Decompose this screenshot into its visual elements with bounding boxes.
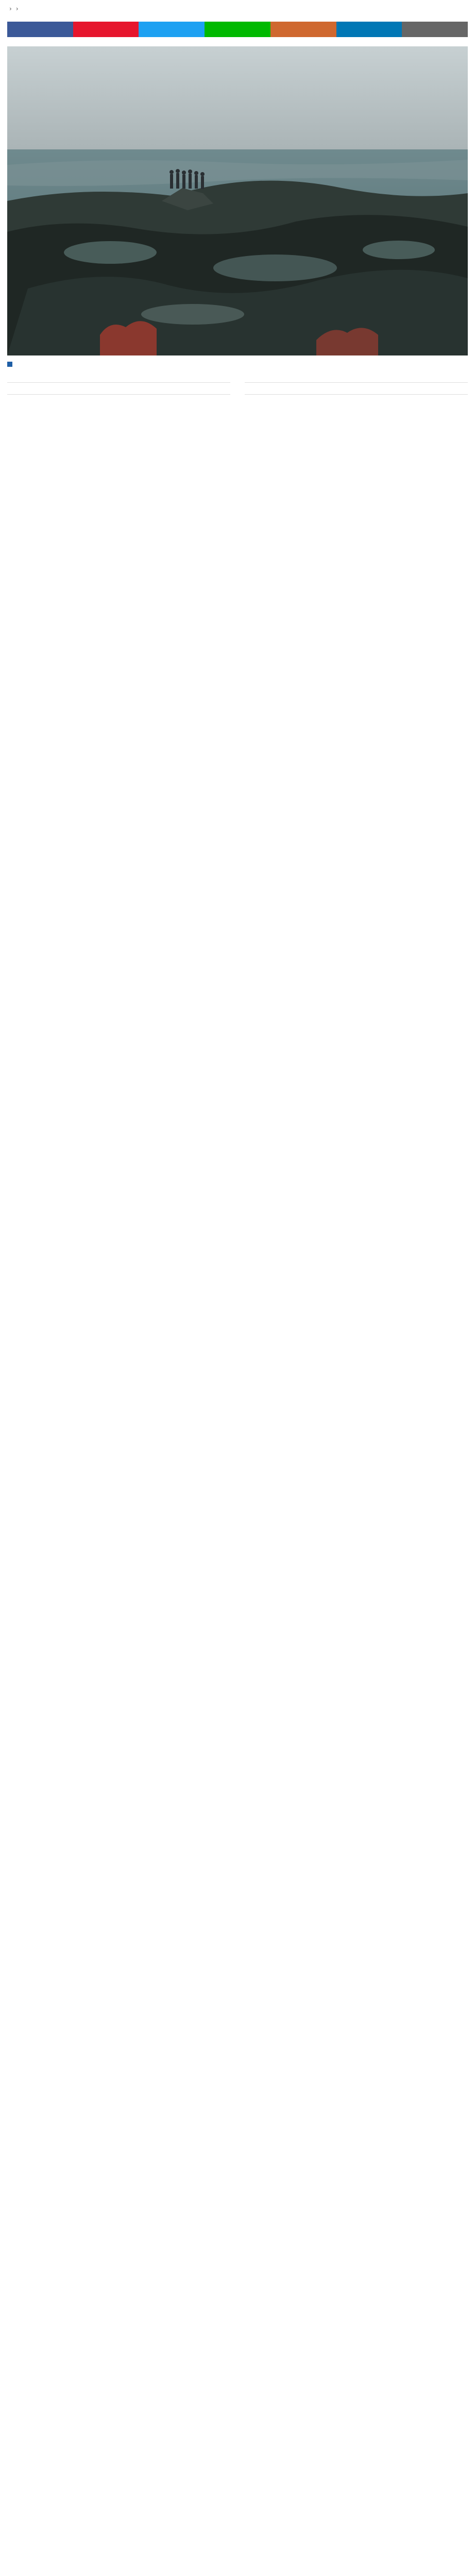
article-photo	[7, 46, 468, 355]
share-weibo-button[interactable]	[73, 22, 139, 37]
caption-marker-icon	[7, 362, 12, 367]
breadcrumb-separator: ›	[9, 5, 12, 12]
share-twitter-button[interactable]	[139, 22, 205, 37]
ad-divider	[7, 394, 468, 395]
share-linkedin-button[interactable]	[336, 22, 402, 37]
share-bar	[7, 22, 468, 37]
share-plurk-button[interactable]	[270, 22, 336, 37]
share-facebook-button[interactable]	[7, 22, 73, 37]
ad-space	[7, 406, 468, 473]
photo-caption	[7, 361, 468, 371]
ad-divider	[7, 382, 468, 383]
coastline-image	[7, 46, 468, 355]
article-container	[7, 0, 468, 473]
breadcrumb-separator: ›	[15, 5, 19, 12]
breadcrumb	[7, 0, 468, 12]
share-email-button[interactable]	[402, 22, 468, 37]
share-line-button[interactable]	[205, 22, 270, 37]
